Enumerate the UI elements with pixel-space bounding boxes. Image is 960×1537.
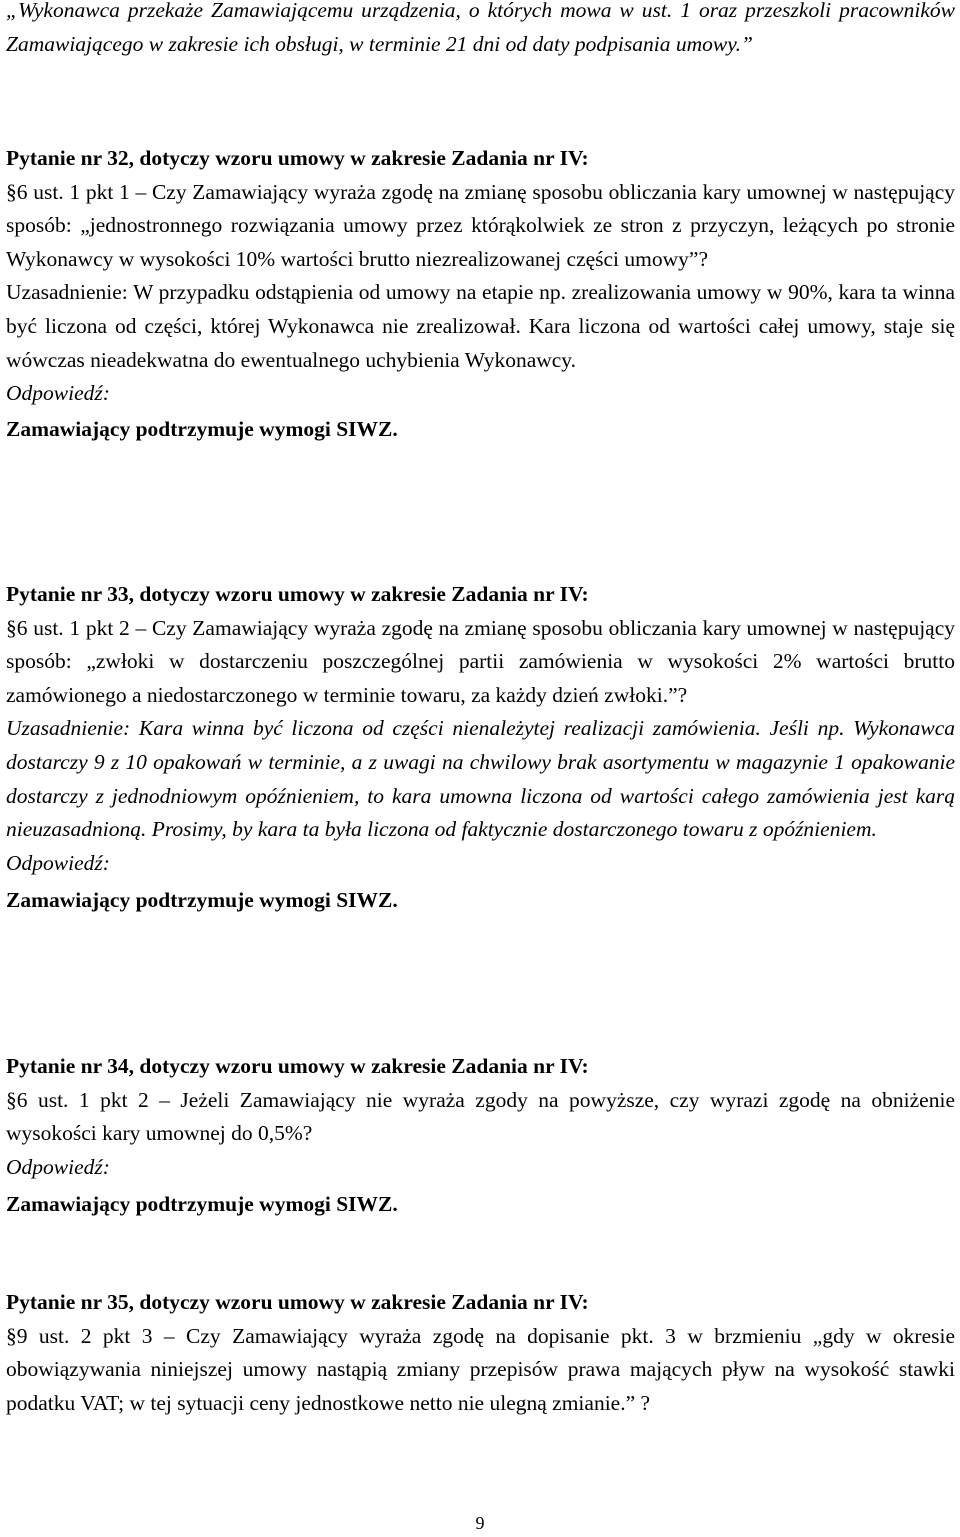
question-heading: Pytanie nr 35, dotyczy wzoru umowy w zakresie Zadania nr IV: [6, 1290, 589, 1314]
intro-quote: „Wykonawca przekaże Zamawiającemu urządzenia, o których mowa w ust. 1 oraz przeszkoli pracowników Zamawiającego w zakresie ich obsługi, w terminie 21 dni od daty podpisania umowy.” [6, 0, 955, 56]
answer-label: Odpowiedź: [6, 850, 110, 875]
answer-text: Zamawiający podtrzymuje wymogi SIWZ. [6, 416, 398, 441]
answer-text: Zamawiający podtrzymuje wymogi SIWZ. [6, 888, 398, 913]
question-33 [6, 578, 955, 918]
question-heading: Pytanie nr 33, dotyczy wzoru umowy w zakresie Zadania nr IV: [6, 582, 589, 606]
question-body: §6 ust. 1 pkt 2 – Jeżeli Zamawiający nie wyraża zgody na powyższe, czy wyrazi zgodę na obniżenie wysokości kary umownej do 0,5%? [6, 1087, 955, 1146]
question-heading: Pytanie nr 34, dotyczy wzoru umowy w zakresie Zadania nr IV: [6, 1054, 589, 1078]
page-number: 9 [475, 1513, 485, 1533]
answer-label: Odpowiedź: [6, 381, 110, 406]
question-justification: Uzasadnienie: Kara winna być liczona od części nienależytej realizacji zamówienia. Jeśli np. Wykonawca dostarczy 9 z 10 opakowań w terminie, a z uwagi na chwilowy brak asortymentu w magazynie 1 opakowanie dostarczy z jednodniowym opóźnieniem, to kara umowna liczona od wartości całego zamówienia jest karą nieuzasadnioną. Prosimy, by kara ta była liczona od faktycznie dostarczonego towaru z opóźnieniem. [6, 716, 955, 842]
document-page [6, 0, 955, 1537]
question-34 [6, 1050, 955, 1222]
answer-label: Odpowiedź: [6, 1154, 110, 1179]
question-justification: Uzasadnienie: W przypadku odstąpienia od umowy na etapie np. zrealizowania umowy w 90%, kara ta winna być liczona od części, której Wykonawca nie zrealizował. Kara liczona od wartości całej umowy, staje się wówczas nieadekwatna do ewentualnego uchybienia Wykonawcy. [6, 280, 955, 372]
question-body: §6 ust. 1 pkt 1 – Czy Zamawiający wyraża zgodę na zmianę sposobu obliczania kary umownej w następujący sposób: „jednostronnego rozwiązania umowy przez którąkolwiek ze stron z przyczyn, leżących po stronie Wykonawcy w wysokości 10% wartości brutto niezrealizowanej części umowy”? [6, 179, 955, 271]
answer-text: Zamawiający podtrzymuje wymogi SIWZ. [6, 1192, 398, 1217]
question-32 [6, 142, 955, 446]
question-body: §6 ust. 1 pkt 2 – Czy Zamawiający wyraża zgodę na zmianę sposobu obliczania kary umownej w następujący sposób: „zwłoki w dostarczeniu poszczególnej partii zamówienia w wysokości 2% wartości brutto zamówionego a niedostarczonego w terminie towaru, za każdy dzień zwłoki.”? [6, 615, 955, 707]
question-body: §9 ust. 2 pkt 3 – Czy Zamawiający wyraża zgodę na dopisanie pkt. 3 w brzmieniu „gdy w okresie obowiązywania niniejszej umowy nastąpią zmiany przepisów prawa mających pływ na wysokość stawki podatku VAT; w tej sytuacji ceny jednostkowe netto nie ulegną zmianie.” ? [6, 1323, 955, 1415]
question-35 [6, 1286, 955, 1420]
question-heading: Pytanie nr 32, dotyczy wzoru umowy w zakresie Zadania nr IV: [6, 146, 589, 170]
